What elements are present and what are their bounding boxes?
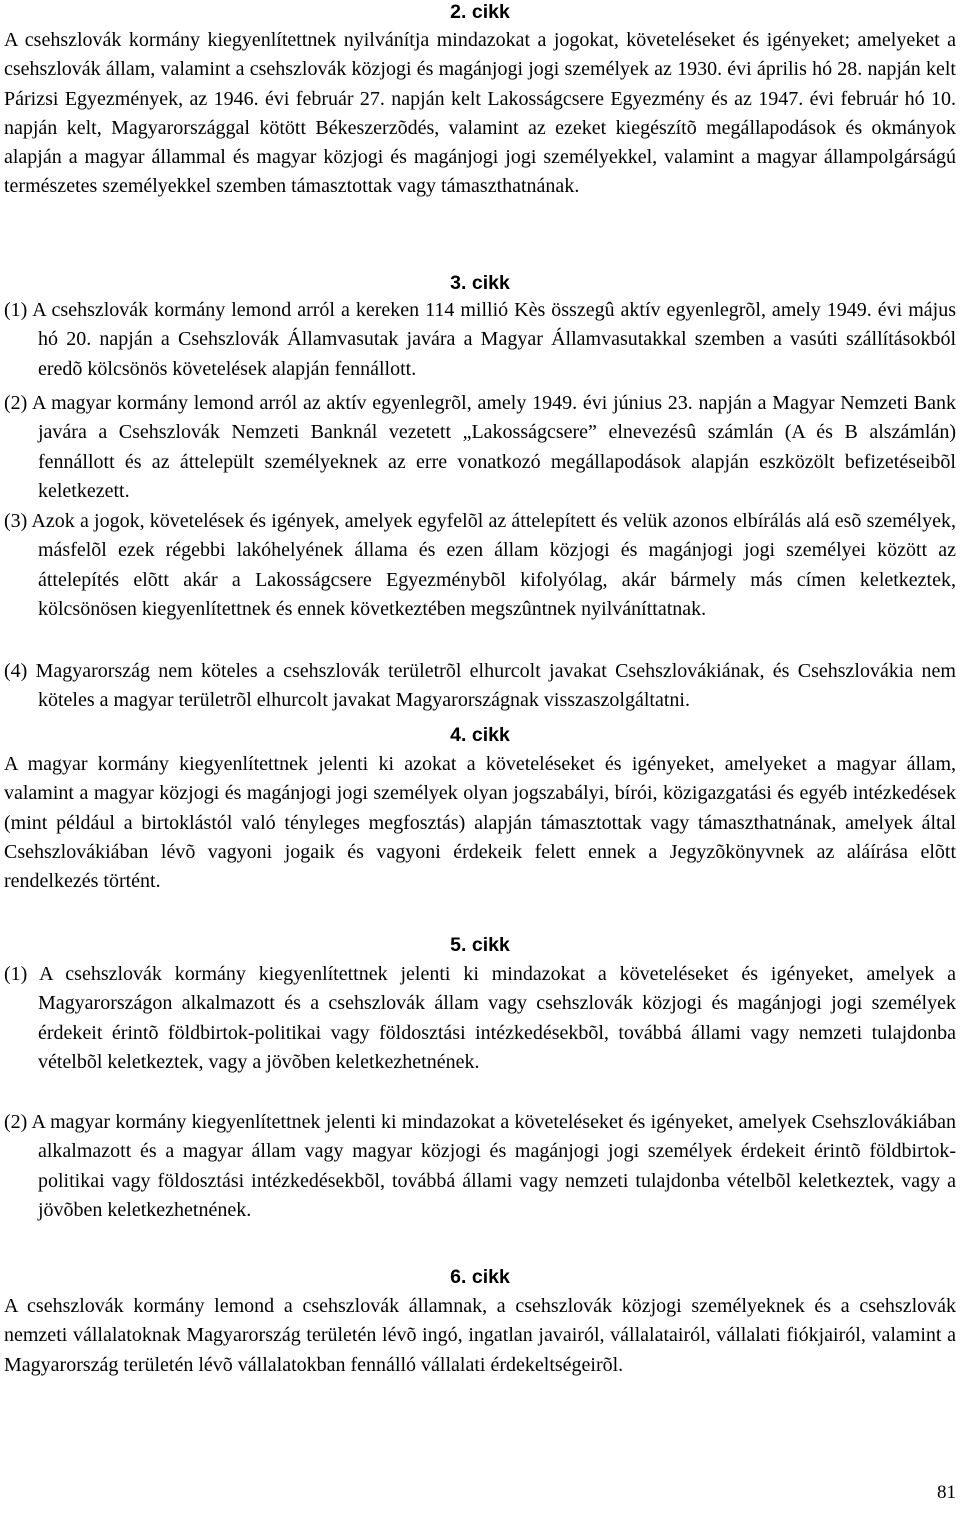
article-6-heading: 6. cikk [450,1266,510,1288]
article-5-item-1: (1) A csehszlovák kormány kiegyenlítettnek jelenti ki mindazokat a követeléseket és igényeket, amelyek a Magyarországon alkalmazott és a csehszlovák állam vagy csehszlovák közjogi és magánjogi jogi személyek érdekeit érintõ földbirtok-politikai vagy földosztási intézkedésekbõl, továbbá állami vagy nemzeti tulajdonba vételbõl keletkeztek, vagy a jövõben keletkezhetnének. [4,963,956,1073]
article-3-item-3: (3) Azok a jogok, követelések és igények, amelyek egyfelõl az áttelepített és velük azonos elbírálás alá esõ személyek, másfelõl ezek régebbi lakóhelyének állama és ezen állam közjogi és magánjogi jogi személyei között az áttelepítés elõtt akár a Lakosságcsere Egyezménybõl kifolyólag, akár bármely más címen keletkeztek, kölcsönösen kiegyenlítettnek és ennek következtében megszûntnek nyilváníttatnak. [4,510,956,620]
article-5-heading: 5. cikk [450,934,510,956]
article-3-item-2: (2) A magyar kormány lemond arról az aktív egyenlegrõl, amely 1949. évi június 23. napján a Magyar Nemzeti Bank javára a Csehszlovák Nemzeti Banknál vezetett „Lakosságcsere” elnevezésû számlán (A és B alszámlán) fennállott és az áttelepült személyeknek az erre vonatkozó megállapodások alapján eszközölt befizetéseibõl keletkezett. [4,392,956,502]
article-4-text: A magyar kormány kiegyenlítettnek jelenti ki azokat a követeléseket és igényeket, amelyeket a magyar állam, valamint a magyar közjogi és magánjogi jogi személyek olyan jogszabályi, bírói, közigazgatási és egyéb intézkedések (mint például a birtoklástól való tényleges megfosztás) alapján támasztottak vagy támaszthatnának, amelyek által Csehszlovákiában lévõ vagyoni jogaik és vagyoni érdekeik felett ennek a Jegyzõkönyvnek az aláírása elõtt rendelkezés történt. [4,753,956,893]
article-2-heading: 2. cikk [450,1,510,23]
article-4-heading: 4. cikk [450,724,510,746]
article-3-heading: 3. cikk [450,272,510,294]
article-3-item-4: (4) Magyarország nem köteles a csehszlovák területrõl elhurcolt javakat Csehszlovákiának, és Csehszlovákia nem köteles a magyar területrõl elhurcolt javakat Magyarországnak visszaszolgáltatni. [4,660,956,712]
article-3-item-1: (1) A csehszlovák kormány lemond arról a kereken 114 millió Kès összegû aktív egyenlegrõl, amely 1949. évi május hó 20. napján a Csehszlovák Államvasutak javára a Magyar Államvasutakkal szemben a vasúti szállításokból eredõ kölcsönös követelések alapján fennállott. [4,299,956,380]
article-5-item-2: (2) A magyar kormány kiegyenlítettnek jelenti ki mindazokat a követeléseket és igényeket, amelyek Csehszlovákiában alkalmazott és a magyar állam vagy magyar közjogi és magánjogi jogi személyek érdekeit érintõ földbirtok-politikai vagy földosztási intézkedésekbõl, továbbá állami vagy nemzeti tulajdonba vételbõl keletkeztek, vagy a jövõben keletkezhetnének. [4,1111,956,1221]
page-number: 81 [937,1482,956,1503]
article-2-text: A csehszlovák kormány kiegyenlítettnek nyilvánítja mindazokat a jogokat, követeléseket és igényeket; amelyeket a csehszlovák állam, valamint a csehszlovák közjogi és magánjogi jogi személyek az 1930. évi április hó 28. napján kelt Párizsi Egyezmények, az 1946. évi február 27. napján kelt Lakosságcsere Egyezmény és az 1947. évi február hó 10. napján kelt, Magyarországgal kötött Békeszerzõdés, valamint az ezeket kiegészítõ megállapodások és okmányok alapján a magyar állammal és magyar közjogi és magánjogi jogi személyekkel, valamint a magyar állampolgárságú természetes személyekkel szemben támasztottak vagy támaszthatnának. [4,29,956,198]
article-6-text: A csehszlovák kormány lemond a csehszlovák államnak, a csehszlovák közjogi személyeknek és a csehszlovák nemzeti vállalatoknak Magyarország területén lévõ ingó, ingatlan javairól, vállalatairól, vállalati fiókjairól, valamint a Magyarország területén lévõ vállalatokban fennálló vállalati érdekeltségeirõl. [4,1295,956,1376]
